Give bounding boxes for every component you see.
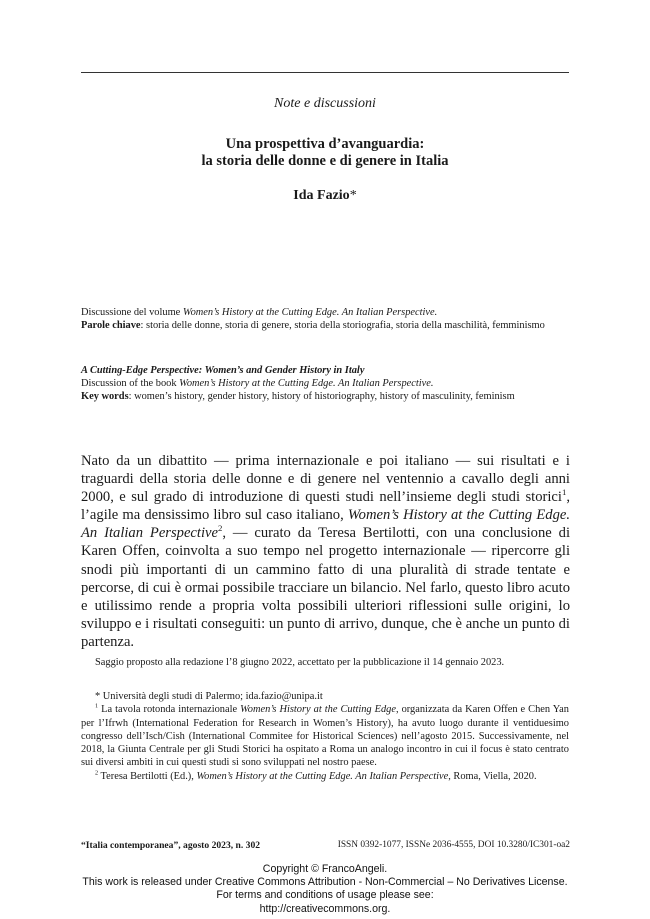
title-line-2: la storia delle donne e di genere in Italia — [201, 153, 449, 169]
submission-note: Saggio proposto alla redazione l’8 giugno 2022, accettato per la pubblicazione il 14 gennaio 2023. — [95, 657, 505, 668]
keywords-label-it: Parole chiave — [81, 320, 141, 332]
issn-doi: ISSN 0392-1077, ISSNe 2036-4555, DOI 10.3280/IC301-oa2 — [337, 840, 570, 850]
english-title: A Cutting-Edge Perspective: Women’s and Gender History in Italy — [81, 365, 365, 376]
terms-line: For terms and conditions of usage please see: — [216, 889, 434, 902]
author-footnote-mark: * — [349, 188, 357, 203]
footnote-2-title: Women’s History at the Cutting Edge. An Italian Perspective — [196, 770, 449, 782]
footnote-2-number: 2 — [95, 769, 99, 777]
body-paragraph — [81, 452, 570, 651]
footnote-2-text-a: Teresa Bertilotti (Ed.), — [98, 770, 197, 782]
footnote-1-text-b: , organizzata da Karen Offen e Chen Yan per l’Ifrwh (International Federation for Research in Women’s History), ha avuto luogo durante il ventiduesimo congresso dell’Isch/Cish (International Commitee for Historical Sciences) nell’agosto 2015. Successivamente, nel 2018, la Giunta Centrale per gli Studi Storici ha ospitato a Roma un analogo incontro in cui il focus è stato centrato sui diversi ambiti in cui questi studi si sono sviluppati nel nostro paese. — [81, 704, 569, 769]
abstract-en-book-title: Women’s History at the Cutting Edge. An Italian Perspective. — [179, 378, 434, 390]
footnote-1 — [81, 703, 569, 769]
copyright-line: Copyright © FrancoAngeli. — [262, 863, 388, 875]
article-title — [81, 136, 569, 170]
body-book-title: Women’s History at the Cutting Edge. An Italian Perspective — [81, 507, 570, 542]
abstract-it-keywords — [81, 319, 569, 332]
abstract-english — [81, 364, 569, 404]
keywords-label-en: Key words — [81, 391, 129, 403]
footnotes — [81, 690, 569, 783]
body-text-part-1: Nato da un dibattito — prima internazionale e poi italiano — sui risultati e i traguardi della storia delle donne e di genere nel ventennio a cavallo degli anni 2000, e sul grado di introduzione di questi studi nell’insieme degli studi storici — [81, 453, 570, 506]
footnote-ref-2[interactable]: 2 — [217, 523, 223, 534]
header-rule — [81, 72, 569, 73]
footnote-1-title: Women’s History at the Cutting Edge — [240, 704, 396, 716]
abstract-it-description — [81, 306, 569, 319]
abstract-en-description — [81, 377, 569, 390]
author-name: Ida Fazio — [293, 188, 350, 203]
footnote-2-text-b: , Roma, Viella, 2020. — [448, 770, 537, 782]
abstract-it-intro: Discussione del volume — [81, 307, 183, 318]
license-block — [0, 863, 650, 916]
abstract-it-book-title: Women’s History at the Cutting Edge. An Italian Perspective. — [182, 307, 438, 318]
footnote-1-number: 1 — [95, 702, 99, 710]
footnote-1-text-a: La tavola rotonda internazionale — [98, 704, 241, 716]
footnote-2 — [81, 770, 569, 783]
license-line: This work is released under Creative Commons Attribution - Non-Commercial – No Derivatives License. — [82, 876, 568, 889]
body-text-part-2: , l’agile ma densissimo libro sul caso italiano, — [81, 489, 570, 524]
body-text-part-3: , — curato da Teresa Bertilotti, con una conclusione di Karen Offen, coinvolta a suo tempo nel progetto internazionale — ripercorre gli snodi più importanti di un cammino fatto di una pluralità di strade tentate e percorse, di cui è ormai possibile tracciare un bilancio. Nel farlo, questo libro acuto e utilissimo rende a propria volta possibili ulteriori riflessioni sulle origini, lo sviluppo e i risultati conseguiti: un punto di arrivo, dunque, che è anche un punto di partenza. — [81, 525, 570, 650]
abstract-italian — [81, 306, 569, 332]
keywords-text-it: : storia delle donne, storia di genere, storia della storiografia, storia della maschilità, femminismo — [140, 320, 545, 332]
affiliation-note: * Università degli studi di Palermo; ida.fazio@unipa.it — [95, 691, 323, 702]
title-line-1: Una prospettiva d’avanguardia: — [225, 136, 425, 152]
journal-reference: “Italia contemporanea”, agosto 2023, n. 302 — [81, 840, 261, 851]
footnote-ref-1[interactable]: 1 — [561, 487, 567, 498]
license-link[interactable]: http://creativecommons.org. — [259, 902, 391, 915]
abstract-en-intro: Discussion of the book — [81, 378, 180, 390]
keywords-text-en: : women’s history, gender history, history of historiography, history of masculinity, feminism — [128, 391, 515, 403]
author-line — [81, 188, 569, 204]
abstract-en-keywords — [81, 390, 569, 403]
section-heading: Note e discussioni — [274, 96, 376, 111]
